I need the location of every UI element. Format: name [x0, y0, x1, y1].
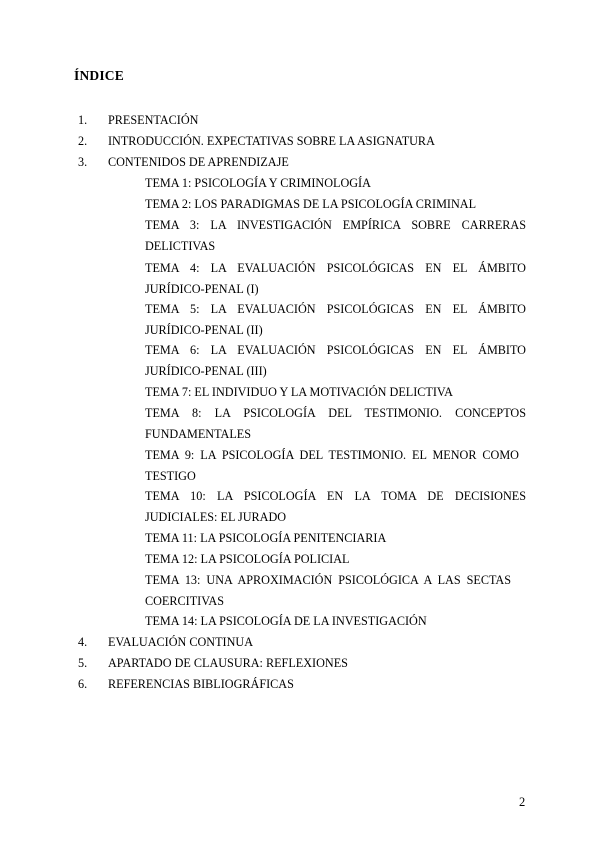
toc-subentry-text: TEMA 2: LOS PARADIGMAS DE LA PSICOLOGÍA CRIMINAL	[145, 197, 477, 211]
toc-subentry-text: TEMA 12: LA PSICOLOGÍA POLICIAL	[145, 552, 350, 566]
toc-entry-text: INTRODUCCIÓN. EXPECTATIVAS SOBRE LA ASIGNATURA	[108, 134, 435, 148]
toc-subentry-text: TEMA 10: LA PSICOLOGÍA EN LA TOMA DE DECISIONES JUDICIALES: EL JURADO	[145, 489, 526, 524]
toc-entry-text: EVALUACIÓN CONTINUA	[108, 635, 253, 649]
toc-entry-number: 4.	[78, 635, 88, 649]
toc-subentry-text: TEMA 3: LA INVESTIGACIÓN EMPÍRICA SOBRE CARRERAS DELICTIVAS	[145, 218, 526, 253]
index-title: ÍNDICE	[74, 68, 124, 83]
toc-subentry-text: TEMA 11: LA PSICOLOGÍA PENITENCIARIA	[145, 531, 387, 545]
toc-entry-number: 6.	[78, 677, 88, 691]
toc-subentry-text: TEMA 4: LA EVALUACIÓN PSICOLÓGICAS EN EL ÁMBITO JURÍDICO-PENAL (I)	[145, 261, 526, 296]
toc-entry-number: 1.	[78, 113, 88, 127]
toc-entry-number: 3.	[78, 155, 88, 169]
page-number: 2	[519, 795, 526, 809]
toc-entry-text: APARTADO DE CLAUSURA: REFLEXIONES	[108, 656, 348, 670]
toc-entry-text: CONTENIDOS DE APRENDIZAJE	[108, 155, 289, 169]
toc-entry-text: REFERENCIAS BIBLIOGRÁFICAS	[108, 677, 294, 691]
toc-subentry-text: TEMA 1: PSICOLOGÍA Y CRIMINOLOGÍA	[145, 176, 371, 190]
toc-subentry-text: TEMA 13: UNA APROXIMACIÓN PSICOLÓGICA A LAS SECTAS COERCITIVAS	[145, 573, 511, 608]
toc-subentry-text: TEMA 8: LA PSICOLOGÍA DEL TESTIMONIO. CONCEPTOS FUNDAMENTALES	[145, 406, 526, 441]
toc-entry-text: PRESENTACIÓN	[108, 113, 199, 127]
toc-subentry-text: TEMA 9: LA PSICOLOGÍA DEL TESTIMONIO. EL MENOR COMO TESTIGO	[145, 448, 519, 483]
toc-subentry-text: TEMA 6: LA EVALUACIÓN PSICOLÓGICAS EN EL ÁMBITO JURÍDICO-PENAL (III)	[145, 343, 526, 378]
toc-entry-number: 5.	[78, 656, 88, 670]
toc-subentry-text: TEMA 5: LA EVALUACIÓN PSICOLÓGICAS EN EL ÁMBITO JURÍDICO-PENAL (II)	[145, 302, 526, 337]
toc-entry-number: 2.	[78, 134, 88, 148]
toc-subentry-text: TEMA 7: EL INDIVIDUO Y LA MOTIVACIÓN DELICTIVA	[145, 385, 453, 399]
toc-subentry-text: TEMA 14: LA PSICOLOGÍA DE LA INVESTIGACIÓN	[145, 614, 427, 628]
